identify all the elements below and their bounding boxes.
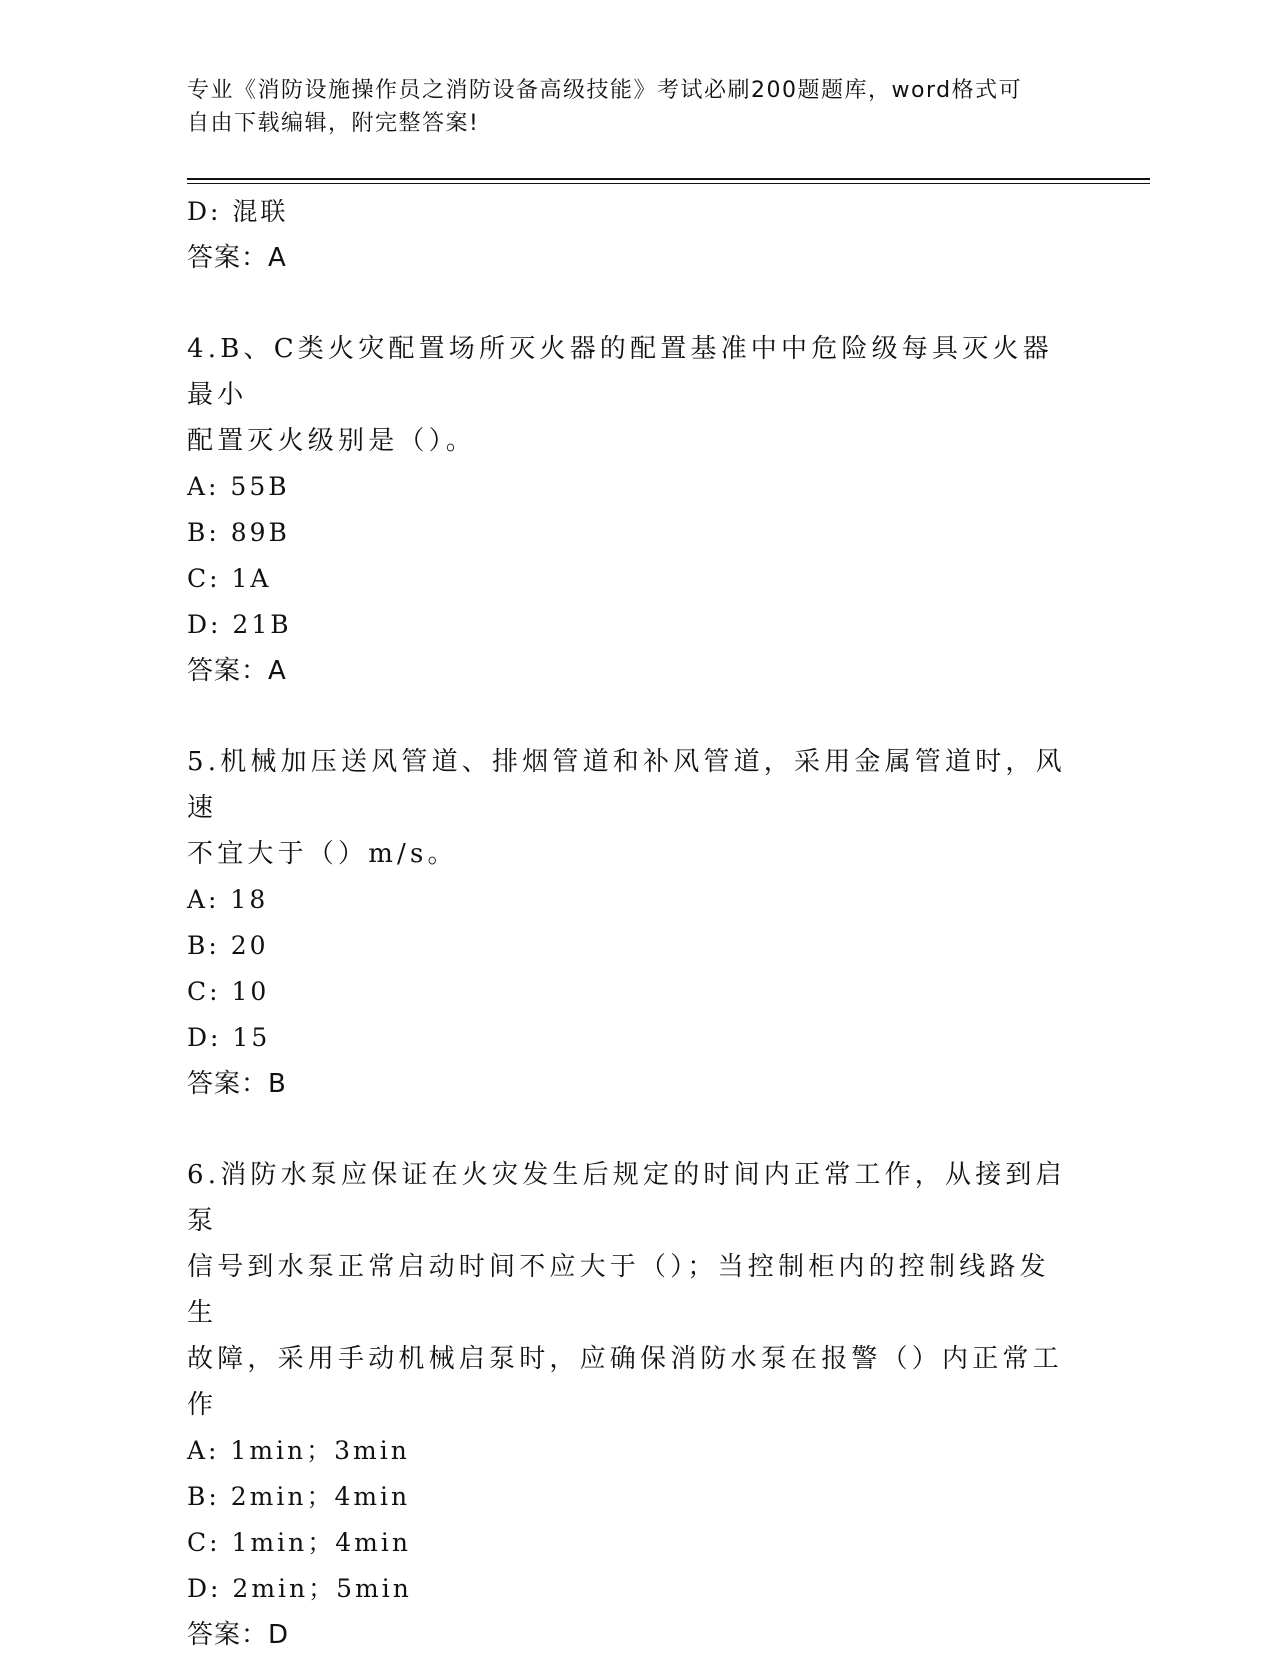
question-stem-line: 6.消防水泵应保证在火灾发生后规定的时间内正常工作，从接到启泵 [187,1160,1066,1236]
header-divider-thin [187,183,1150,184]
question-stem-line: 配置灭火级别是（）。 [187,426,477,456]
option-b: B: 89B [187,518,290,547]
question-stem-line: 故障，采用手动机械启泵时，应确保消防水泵在报警（）内正常工作 [187,1344,1063,1420]
header-line-2: 自由下载编辑，附完整答案! [187,111,480,136]
header-divider-thick [187,178,1150,180]
question-list [187,189,1067,1658]
option-c: C: 10 [187,977,270,1006]
option-d: D: 混联 [187,197,289,226]
option-c: C: 1A [187,564,272,593]
question-5 [187,739,1067,1107]
header-line-1: 专业《消防设施操作员之消防设备高级技能》考试必刷200题题库，word格式可 [187,78,1023,103]
question-spacer [187,1107,1067,1152]
question-stem-line: 5.机械加压送风管道、排烟管道和补风管道，采用金属管道时，风速 [187,747,1066,823]
option-a: A: 1min；3min [187,1436,410,1465]
question-stem-line: 不宜大于（）m/s。 [187,839,458,869]
answer-label: 答案：A [187,243,287,273]
question-stem-line: 信号到水泵正常启动时间不应大于（）；当控制柜内的控制线路发生 [187,1252,1050,1328]
option-a: A: 55B [187,472,290,501]
option-d: D: 15 [187,1023,271,1052]
answer-label: 答案：D [187,1620,290,1650]
option-b: B: 20 [187,931,269,960]
question-stem-line: 4.B、C类火灾配置场所灭火器的配置基准中中危险级每具灭火器最小 [187,334,1053,410]
option-d: D: 2min；5min [187,1574,412,1603]
question-4 [187,326,1067,694]
answer-label: 答案：A [187,656,287,686]
document-header [187,74,1067,140]
option-c: C: 1min；4min [187,1528,411,1557]
answer-label: 答案：B [187,1069,287,1099]
question-spacer [187,694,1067,739]
option-d: D: 21B [187,610,292,639]
question-3-tail [187,189,1067,281]
option-a: A: 18 [187,885,269,914]
question-spacer [187,281,1067,326]
question-6 [187,1152,1067,1658]
option-b: B: 2min；4min [187,1482,411,1511]
